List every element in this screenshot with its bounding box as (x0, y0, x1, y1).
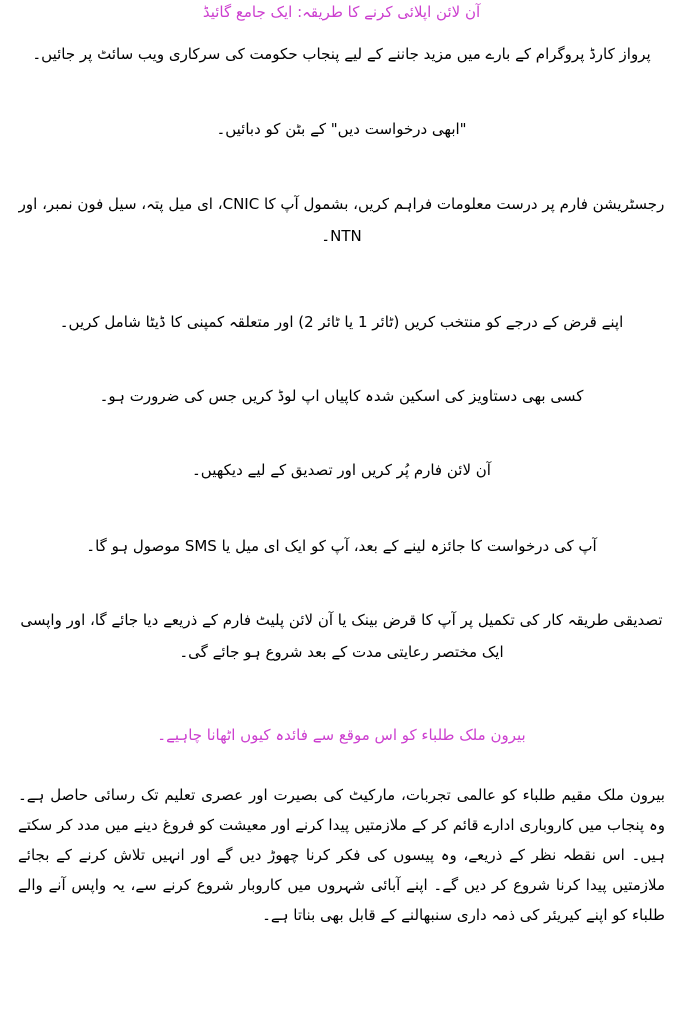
step-upload-documents: کسی بھی دستاویز کی اسکین شدہ کاپیاں اپ لوڈ کریں جس کی ضرورت ہو۔ (99, 387, 584, 405)
step-select-loan-tier: اپنے قرض کے درجے کو منتخب کریں (ٹائر 1 یا ٹائر 2) اور متعلقہ کمپنی کا ڈیٹا شامل کریں۔ (59, 313, 624, 331)
section-heading-overseas-students: بیرون ملک طلباء کو اس موقع سے فائدہ کیوں اٹھانا چاہیے۔ (157, 726, 526, 744)
step-visit-website: پرواز کارڈ پروگرام کے بارے میں مزید جاننے کے لیے پنجاب حکومت کی سرکاری ویب سائٹ پر جائیں۔ (32, 45, 651, 63)
step-loan-disbursement: تصدیقی طریقہ کار کی تکمیل پر آپ کا قرض بینک یا آن لائن پلیٹ فارم کے ذریعے دیا جائے گا، اور واپسی ایک مختصر رعایتی مدت کے بعد شروع ہو جائے گی۔ (20, 611, 663, 661)
step-email-sms-notice: آپ کی درخواست کا جائزہ لینے کے بعد، آپ کو ایک ای میل یا SMS موصول ہو گا۔ (86, 537, 597, 555)
step-registration-form: رجسٹریشن فارم پر درست معلومات فراہم کریں، بشمول آپ کا CNIC، ای میل پتہ، سیل فون نمبر، اور NTN۔ (18, 195, 665, 245)
overseas-students-paragraph: بیرون ملک مقیم طلباء کو عالمی تجربات، مارکیٹ کی بصیرت اور عصری تعلیم تک رسائی حاصل ہے۔ وہ پنجاب میں کاروباری ادارے قائم کر کے ملازمتیں پیدا کرنے اور معیشت کو فروغ دینے میں مدد کر سکتے ہیں۔ اس نقطہ نظر کے ذریعے، وہ پیسوں کی فکر کرنا چھوڑ دیں گے اور انہیں تلاش کرنے کے بجائے ملازمتیں پیدا کرنا شروع کر دیں گے۔ اپنے آبائی شہروں میں کاروبار شروع کرنے سے، یہ واپس آنے والے طلباء کو اپنے کیریئر کی ذمہ داری سنبھالنے کے قابل بھی بناتا ہے۔ (18, 786, 665, 924)
step-press-apply-button: "ابھی درخواست دیں" کے بٹن کو دبائیں۔ (216, 120, 467, 138)
section-heading-apply-online: آن لائن اپلائی کرنے کا طریقہ: ایک جامع گائیڈ (202, 3, 481, 21)
step-review-form: آن لائن فارم پُر کریں اور تصدیق کے لیے دیکھیں۔ (192, 461, 491, 479)
